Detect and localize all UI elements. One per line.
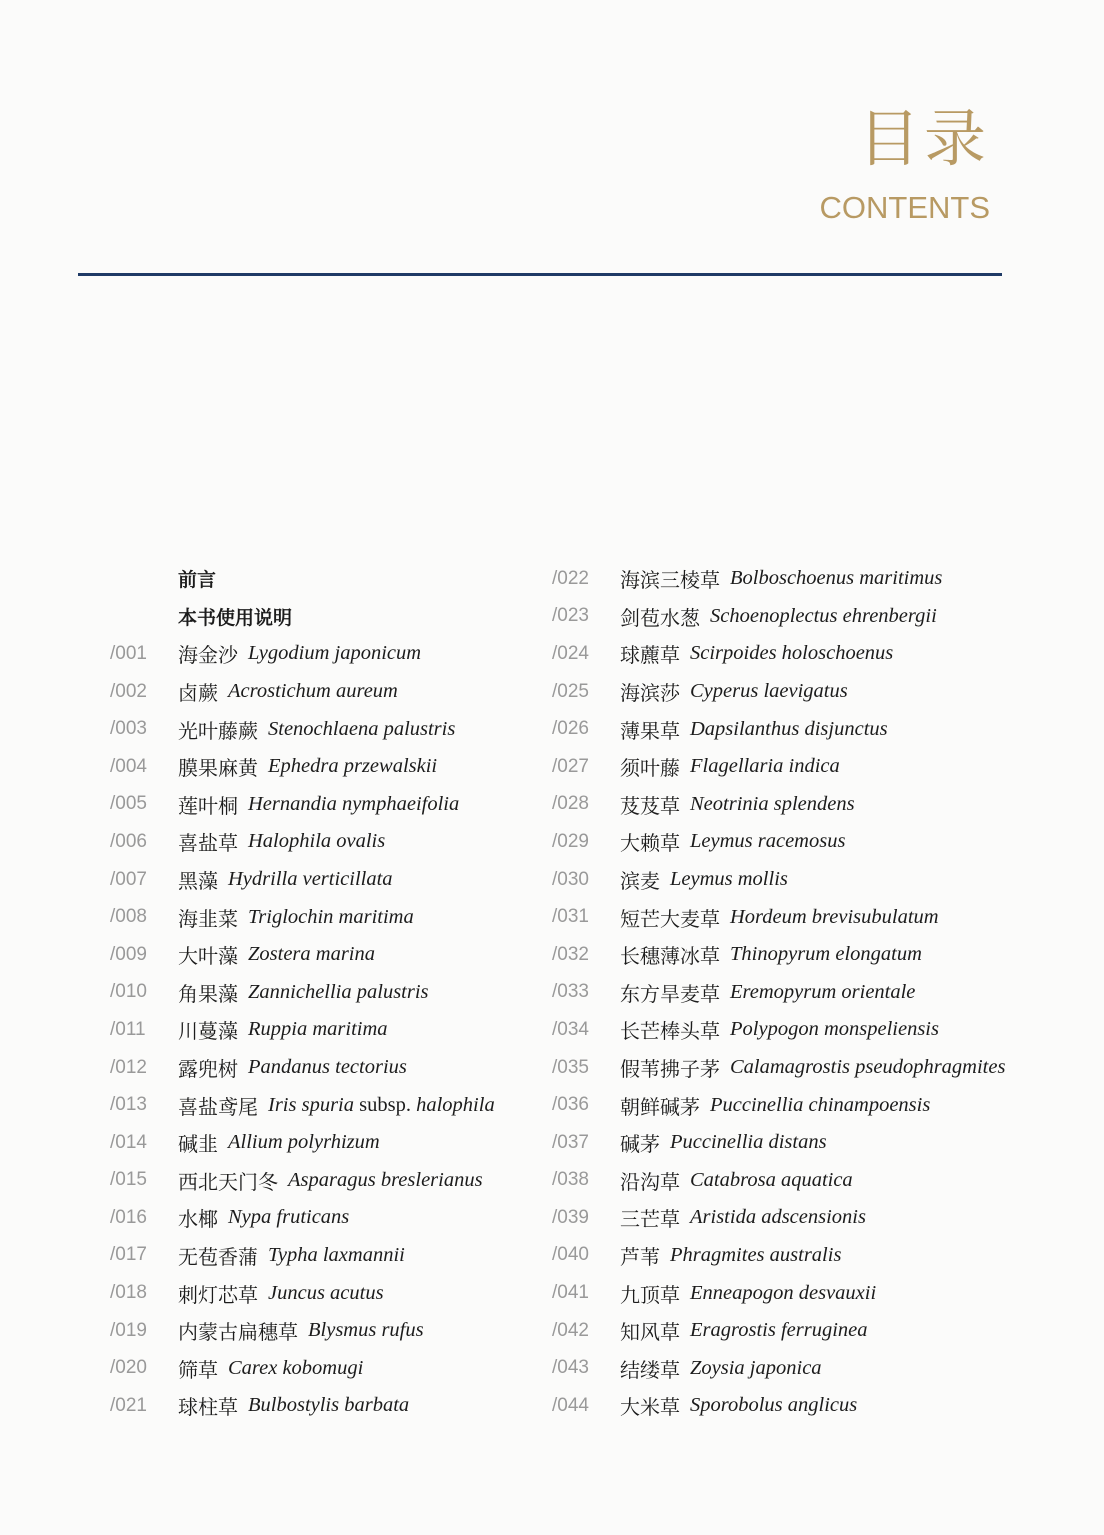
entry-page-number: /011	[110, 1018, 146, 1040]
entry-page-number: /030	[552, 868, 589, 890]
entry-chinese-name: 膜果麻黄	[178, 756, 258, 781]
entry-page-number: /026	[552, 718, 589, 740]
entry-chinese-name: 川蔓藻	[178, 1019, 238, 1044]
entry-chinese-name: 筛草	[178, 1357, 218, 1382]
entry-chinese-name: 薄果草	[620, 718, 680, 743]
entry-page-number: /025	[552, 680, 589, 702]
entry-page-number: /005	[110, 793, 147, 815]
toc-entry[interactable]	[110, 1124, 550, 1162]
entry-latin-name: Thinopyrum elongatum	[730, 943, 922, 966]
entry-page-number: /017	[110, 1244, 147, 1266]
entry-chinese-name: 须叶藤	[620, 756, 680, 781]
toc-entry[interactable]	[110, 1162, 550, 1200]
contents-title-en: CONTENTS	[819, 190, 990, 225]
entry-latin-name: Schoenoplectus ehrenbergii	[710, 604, 937, 627]
entry-chinese-name: 芦苇	[620, 1244, 660, 1269]
entry-page-number: /034	[552, 1018, 589, 1040]
entry-chinese-name: 海滨三棱草	[620, 568, 720, 593]
toc-entry[interactable]	[110, 635, 550, 673]
entry-latin-name: Carex kobomugi	[228, 1356, 364, 1379]
entry-page-number: /006	[110, 830, 147, 852]
entry-latin-name: Sporobolus anglicus	[690, 1394, 858, 1417]
entry-chinese-name: 长穗薄冰草	[620, 944, 720, 969]
entry-chinese-name: 海滨莎	[620, 681, 680, 706]
entry-chinese-name: 长芒棒头草	[620, 1019, 720, 1044]
entry-page-number: /009	[110, 943, 147, 965]
toc-entry[interactable]	[110, 1086, 550, 1124]
entry-latin-name: Eremopyrum orientale	[730, 980, 916, 1003]
entry-page-number: /024	[552, 642, 589, 664]
toc-entry[interactable]	[552, 1011, 1032, 1049]
entry-latin-name: Triglochin maritima	[248, 905, 414, 928]
toc-entry[interactable]	[552, 823, 1032, 861]
entry-latin-name: Polypogon monspeliensis	[730, 1018, 939, 1041]
entry-page-number: /004	[110, 755, 147, 777]
toc-entry[interactable]	[110, 823, 550, 861]
toc-entry[interactable]	[110, 1237, 550, 1275]
entry-page-number: /039	[552, 1206, 589, 1228]
entry-latin-name: Bolboschoenus maritimus	[730, 567, 943, 590]
toc-entry[interactable]	[552, 861, 1032, 899]
entry-chinese-name: 球柱草	[178, 1395, 238, 1420]
entry-latin-name: Acrostichum aureum	[228, 680, 398, 703]
entry-chinese-name: 海韭菜	[178, 906, 238, 931]
entry-chinese-name: 卤蕨	[178, 681, 218, 706]
entry-page-number: /041	[552, 1282, 589, 1304]
entry-chinese-name: 球藨草	[620, 643, 680, 668]
header-rule	[78, 273, 1002, 276]
entry-latin-name: Allium polyrhizum	[228, 1131, 380, 1154]
entry-latin-name: Blysmus rufus	[308, 1319, 424, 1342]
entry-chinese-name: 喜盐草	[178, 831, 238, 856]
entry-chinese-name: 碱韭	[178, 1132, 218, 1157]
entry-page-number: /032	[552, 943, 589, 965]
entry-chinese-name: 东方旱麦草	[620, 981, 720, 1006]
toc-entry[interactable]	[552, 786, 1032, 824]
entry-chinese-name: 西北天门冬	[178, 1169, 278, 1194]
toc-entry[interactable]	[552, 710, 1032, 748]
toc-entry[interactable]	[110, 974, 550, 1012]
toc-entry[interactable]	[552, 1086, 1032, 1124]
entry-latin-name: Scirpoides holoschoenus	[690, 642, 894, 665]
entry-latin-name: Leymus racemosus	[690, 830, 846, 853]
entry-chinese-name: 光叶藤蕨	[178, 718, 258, 743]
entry-latin-name: Nypa fruticans	[228, 1206, 350, 1229]
entry-latin-name: Bulbostylis barbata	[248, 1394, 410, 1417]
entry-chinese-name: 剑苞水葱	[620, 605, 700, 630]
toc-entry[interactable]	[110, 673, 550, 711]
toc-entry[interactable]	[110, 786, 550, 824]
entry-latin-name: Hydrilla verticillata	[228, 868, 393, 891]
toc-entry[interactable]	[110, 1349, 550, 1387]
latin-infraspecific: halophila	[416, 1093, 495, 1116]
entry-page-number: /020	[110, 1357, 147, 1379]
entry-latin-name: Juncus acutus	[268, 1281, 384, 1304]
toc-entry[interactable]	[552, 1124, 1032, 1162]
toc-entry[interactable]	[552, 560, 1032, 598]
entry-chinese-name: 莲叶桐	[178, 793, 238, 818]
toc-entry[interactable]	[552, 936, 1032, 974]
entry-chinese-name: 芨芨草	[620, 793, 680, 818]
toc-entry[interactable]	[552, 1312, 1032, 1350]
entry-latin-name: Hordeum brevisubulatum	[730, 905, 939, 928]
entry-page-number: /016	[110, 1206, 147, 1228]
entry-latin-name: Dapsilanthus disjunctus	[690, 717, 888, 740]
toc-entry[interactable]	[110, 1011, 550, 1049]
entry-page-number: /019	[110, 1319, 147, 1341]
toc-entry[interactable]	[110, 1312, 550, 1350]
entry-latin-name: Zannichellia palustris	[248, 980, 429, 1003]
entry-chinese-name: 结缕草	[620, 1357, 680, 1382]
entry-chinese-name: 内蒙古扁穗草	[178, 1320, 298, 1345]
toc-column-right	[552, 560, 1032, 1425]
entry-chinese-name: 无苞香蒲	[178, 1244, 258, 1269]
entry-page-number: /023	[552, 605, 589, 627]
entry-chinese-name: 朝鲜碱茅	[620, 1094, 700, 1119]
latin-rank: subsp.	[359, 1093, 417, 1116]
toc-entry[interactable]	[552, 748, 1032, 786]
entry-page-number: /021	[110, 1394, 147, 1416]
latin-genus-species: Iris spuria	[268, 1093, 360, 1116]
entry-page-number: /040	[552, 1244, 589, 1266]
entry-chinese-name: 喜盐鸢尾	[178, 1094, 258, 1119]
entry-page-number: /018	[110, 1282, 147, 1304]
entry-latin-name: Aristida adscensionis	[690, 1206, 866, 1229]
entry-page-number: /015	[110, 1169, 147, 1191]
entry-latin-name: Puccinellia distans	[670, 1131, 827, 1154]
toc-entry[interactable]	[110, 861, 550, 899]
entry-latin-name: Ruppia maritima	[248, 1018, 388, 1041]
toc-entry[interactable]	[552, 1349, 1032, 1387]
toc-entry[interactable]	[110, 1387, 550, 1425]
toc-column-left	[110, 560, 550, 1425]
entry-chinese-name: 知风草	[620, 1320, 680, 1345]
entry-page-number: /010	[110, 981, 147, 1003]
entry-latin-name: Zoysia japonica	[690, 1356, 822, 1379]
entry-chinese-name: 三芒草	[620, 1207, 680, 1232]
toc-entry[interactable]	[110, 936, 550, 974]
entry-latin-name: Enneapogon desvauxii	[690, 1281, 877, 1304]
entry-page-number: /003	[110, 718, 147, 740]
front-matter-link[interactable]: 前言	[178, 569, 217, 592]
entry-latin-name: Halophila ovalis	[248, 830, 386, 853]
entry-page-number: /029	[552, 830, 589, 852]
entry-page-number: /036	[552, 1094, 589, 1116]
entry-chinese-name: 大赖草	[620, 831, 680, 856]
entry-latin-name: Puccinellia chinampoensis	[710, 1093, 931, 1116]
entry-chinese-name: 九顶草	[620, 1282, 680, 1307]
entry-latin-name: Pandanus tectorius	[248, 1056, 407, 1079]
toc-entry[interactable]	[110, 898, 550, 936]
entry-page-number: /038	[552, 1169, 589, 1191]
entry-page-number: /002	[110, 680, 147, 702]
entry-latin-name: Catabrosa aquatica	[690, 1168, 853, 1191]
toc-entry[interactable]	[552, 1387, 1032, 1425]
toc-entry[interactable]	[552, 974, 1032, 1012]
entry-page-number: /044	[552, 1394, 589, 1416]
entry-chinese-name: 露兜树	[178, 1057, 238, 1082]
entry-latin-name: Zostera marina	[248, 943, 376, 966]
toc-entry[interactable]	[110, 1049, 550, 1087]
toc-entry[interactable]	[552, 1237, 1032, 1275]
front-matter-link[interactable]: 本书使用说明	[178, 606, 293, 629]
entry-page-number: /007	[110, 868, 147, 890]
toc-entry[interactable]	[552, 635, 1032, 673]
contents-title-zh: 目录	[857, 102, 990, 175]
entry-latin-name: Ephedra przewalskii	[268, 755, 438, 778]
entry-chinese-name: 大叶藻	[178, 944, 238, 969]
toc-entry[interactable]	[552, 673, 1032, 711]
entry-chinese-name: 刺灯芯草	[178, 1282, 258, 1307]
toc-entry[interactable]	[552, 598, 1032, 636]
entry-latin-name: Cyperus laevigatus	[690, 680, 848, 703]
entry-chinese-name: 海金沙	[178, 643, 238, 668]
entry-latin-name: Stenochlaena palustris	[268, 717, 456, 740]
entry-latin-name	[268, 1094, 495, 1117]
toc-entry[interactable]	[552, 1162, 1032, 1200]
entry-page-number: /027	[552, 755, 589, 777]
entry-latin-name: Lygodium japonicum	[248, 642, 422, 665]
entry-chinese-name: 假苇拂子茅	[620, 1057, 720, 1082]
entry-latin-name: Calamagrostis pseudophragmites	[730, 1056, 1006, 1079]
entry-page-number: /012	[110, 1056, 147, 1078]
toc-entry[interactable]	[110, 748, 550, 786]
toc-entry[interactable]	[552, 898, 1032, 936]
entry-chinese-name: 大米草	[620, 1395, 680, 1420]
entry-page-number: /013	[110, 1094, 147, 1116]
toc-entry[interactable]	[110, 710, 550, 748]
entry-chinese-name: 角果藻	[178, 981, 238, 1006]
toc-entry[interactable]	[552, 1274, 1032, 1312]
entry-page-number: /042	[552, 1319, 589, 1341]
entry-chinese-name: 短芒大麦草	[620, 906, 720, 931]
entry-latin-name: Eragrostis ferruginea	[690, 1319, 868, 1342]
entry-latin-name: Neotrinia splendens	[690, 792, 855, 815]
entry-latin-name: Typha laxmannii	[268, 1243, 405, 1266]
entry-latin-name: Leymus mollis	[670, 868, 788, 891]
toc-entry[interactable]	[110, 1274, 550, 1312]
entry-page-number: /008	[110, 906, 147, 928]
entry-page-number: /031	[552, 906, 589, 928]
entry-chinese-name: 沿沟草	[620, 1169, 680, 1194]
entry-page-number: /001	[110, 642, 147, 664]
entry-chinese-name: 黑藻	[178, 869, 218, 894]
entry-latin-name: Flagellaria indica	[690, 755, 840, 778]
toc-entry[interactable]	[552, 1049, 1032, 1087]
toc-entry[interactable]	[110, 1199, 550, 1237]
entry-page-number: /014	[110, 1131, 147, 1153]
entry-chinese-name: 滨麦	[620, 869, 660, 894]
entry-latin-name: Hernandia nymphaeifolia	[248, 792, 460, 815]
entry-chinese-name: 水椰	[178, 1207, 218, 1232]
toc-entry[interactable]	[552, 1199, 1032, 1237]
entry-page-number: /035	[552, 1056, 589, 1078]
entry-page-number: /043	[552, 1357, 589, 1379]
entry-latin-name: Asparagus breslerianus	[288, 1168, 483, 1191]
entry-page-number: /037	[552, 1131, 589, 1153]
entry-chinese-name: 碱茅	[620, 1132, 660, 1157]
entry-page-number: /022	[552, 567, 589, 589]
entry-page-number: /033	[552, 981, 589, 1003]
entry-page-number: /028	[552, 793, 589, 815]
entry-latin-name: Phragmites australis	[670, 1243, 842, 1266]
